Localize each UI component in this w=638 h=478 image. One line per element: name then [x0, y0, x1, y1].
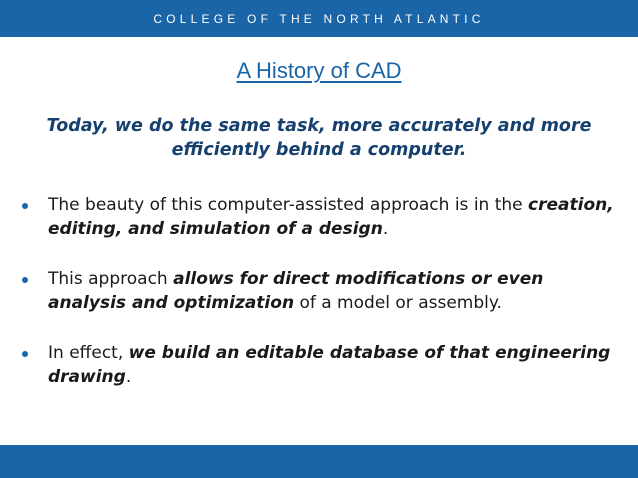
bullet-emphasis: creation, editing, and simulation of a design	[48, 195, 614, 239]
bullet-item	[0, 341, 638, 389]
bullet-item	[0, 267, 638, 315]
bullet-text: The beauty of this computer-assisted approach is in the	[48, 195, 529, 215]
bullet-dot-icon	[22, 351, 28, 357]
bullet-text: In effect,	[48, 343, 129, 363]
bullet-list	[0, 193, 638, 415]
header-bar	[0, 0, 638, 37]
slide-subtitle: Today, we do the same task, more accurately and more efficiently behind a computer.	[46, 116, 592, 160]
bullet-text-end: .	[382, 219, 389, 239]
slide-title	[0, 58, 638, 84]
bullet-dot-icon	[22, 277, 28, 283]
bullet-text: This approach	[48, 269, 174, 289]
footer-bar	[0, 445, 638, 478]
bullet-text-end: .	[125, 367, 132, 387]
bullet-emphasis: allows for direct modifications or even analysis and optimization	[48, 269, 544, 313]
college-name: COLLEGE OF THE NORTH ATLANTIC	[153, 11, 485, 26]
bullet-text-end: of a model or assembly.	[294, 293, 502, 313]
bullet-dot-icon	[22, 203, 28, 209]
slide-title-text: A History of CAD	[236, 58, 402, 83]
bullet-item	[0, 193, 638, 241]
bullet-emphasis: we build an editable database of that engineering drawing	[48, 343, 611, 387]
